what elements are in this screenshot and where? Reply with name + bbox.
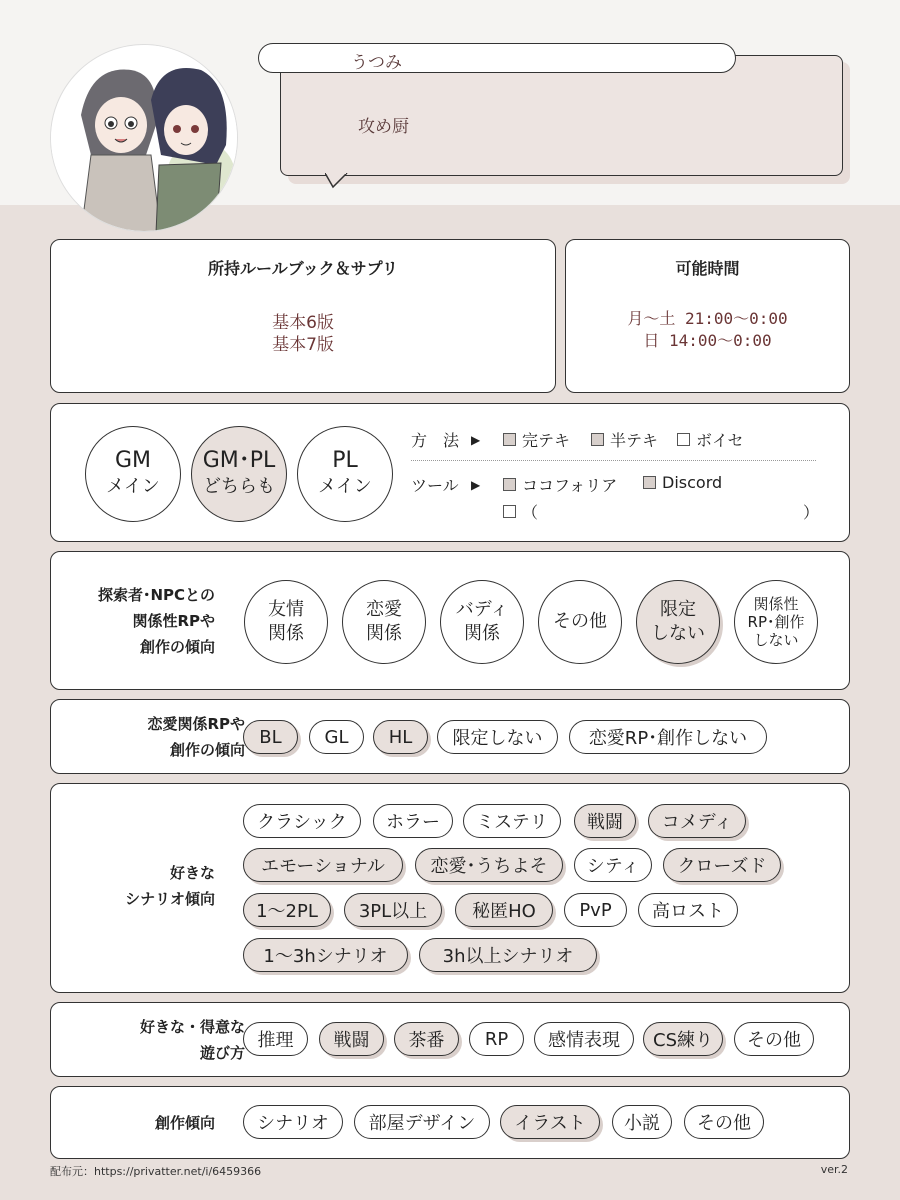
romance-label-line: 創作の傾向 bbox=[169, 741, 245, 759]
play-emotion-pill[interactable]: 感情表現 bbox=[534, 1022, 634, 1056]
role-gm-circle[interactable] bbox=[85, 426, 181, 522]
scenario-comedy-pill[interactable]: コメディ bbox=[648, 804, 746, 838]
profile-name: うつみ bbox=[258, 43, 736, 73]
method-option-voice[interactable] bbox=[677, 428, 744, 451]
method-label: 方 法 bbox=[411, 431, 460, 450]
romance-label bbox=[147, 711, 245, 763]
creation-illust-pill[interactable]: イラスト bbox=[500, 1105, 600, 1139]
role-gm-bottom: メイン bbox=[106, 476, 160, 497]
creation-room-design-pill[interactable]: 部屋デザイン bbox=[354, 1105, 490, 1139]
relation-text: しない bbox=[651, 623, 705, 644]
scenario-long-pill[interactable]: 3h以上シナリオ bbox=[419, 938, 597, 972]
time-line: 月〜土 21:00〜0:00 bbox=[627, 309, 788, 328]
relation-none[interactable] bbox=[734, 580, 818, 664]
play-rp-pill[interactable]: RP bbox=[469, 1022, 524, 1056]
creation-other-pill[interactable]: その他 bbox=[684, 1105, 764, 1139]
checkbox-icon bbox=[677, 433, 690, 446]
relation-text: バディ bbox=[455, 599, 509, 620]
creation-scenario-pill[interactable]: シナリオ bbox=[243, 1105, 343, 1139]
tool-option-discord[interactable] bbox=[643, 473, 722, 492]
scenario-1-2pl-pill[interactable]: 1〜2PL bbox=[243, 893, 331, 927]
checkbox-icon bbox=[643, 476, 656, 489]
scenario-emotional-pill[interactable]: エモーショナル bbox=[243, 848, 403, 882]
relation-text: しない bbox=[753, 631, 799, 649]
play-other-pill[interactable]: その他 bbox=[734, 1022, 814, 1056]
time-card bbox=[565, 239, 850, 393]
profile-comment: 攻め厨 bbox=[358, 117, 409, 137]
rulebook-card bbox=[50, 239, 556, 393]
divider bbox=[411, 460, 816, 461]
role-both-circle[interactable] bbox=[191, 426, 287, 522]
creation-card bbox=[50, 1086, 850, 1159]
relation-label-line: 関係性RPや bbox=[132, 612, 215, 630]
tool-other-open: （ bbox=[522, 503, 539, 522]
role-pl-top: PL bbox=[332, 448, 358, 473]
tool-other-close: ） bbox=[803, 503, 820, 522]
rulebook-title: 所持ルールブック＆サプリ bbox=[208, 259, 398, 278]
romance-none-pill[interactable]: 恋愛RP･創作しない bbox=[569, 720, 767, 754]
relation-text: 関係性 bbox=[753, 595, 799, 613]
relation-card bbox=[50, 551, 850, 690]
checkbox-icon bbox=[503, 505, 516, 518]
romance-card bbox=[50, 699, 850, 774]
play-label-line: 好きな・得意な bbox=[139, 1018, 245, 1036]
play-deduction-pill[interactable]: 推理 bbox=[243, 1022, 308, 1056]
method-option-hanteki[interactable] bbox=[591, 428, 658, 451]
role-gm-top: GM bbox=[114, 448, 152, 473]
relation-text: その他 bbox=[553, 611, 607, 632]
avatar bbox=[50, 44, 238, 232]
role-pl-bottom: メイン bbox=[318, 476, 372, 497]
relation-romance[interactable] bbox=[342, 580, 426, 664]
play-battle-pill[interactable]: 戦闘 bbox=[319, 1022, 384, 1056]
role-both-top: GM･PL bbox=[202, 448, 276, 473]
avatar-illustration-icon bbox=[51, 45, 238, 232]
relation-text: 友情 bbox=[268, 599, 304, 620]
creation-novel-pill[interactable]: 小説 bbox=[612, 1105, 672, 1139]
relation-friendship[interactable] bbox=[244, 580, 328, 664]
romance-unlimited-pill[interactable]: 限定しない bbox=[437, 720, 558, 754]
scenario-city-pill[interactable]: シティ bbox=[574, 848, 652, 882]
method-option-label: 完テキ bbox=[522, 431, 571, 450]
bubble-tail-icon bbox=[325, 173, 355, 193]
role-both-bottom: どちらも bbox=[203, 476, 275, 497]
method-option-label: 半テキ bbox=[610, 431, 659, 450]
romance-hl-pill[interactable]: HL bbox=[373, 720, 428, 754]
tool-arrow-icon: ▶ bbox=[471, 477, 481, 492]
method-option-kanteki[interactable] bbox=[503, 428, 570, 451]
relation-text: 限定 bbox=[660, 599, 696, 620]
tool-option-label: Discord bbox=[662, 473, 723, 492]
scenario-classic-pill[interactable]: クラシック bbox=[243, 804, 361, 838]
tool-option-ccfolia[interactable] bbox=[503, 473, 617, 496]
relation-label bbox=[98, 582, 215, 660]
scenario-label-line: 好きな bbox=[169, 864, 215, 882]
rulebook-item: 基本6版 bbox=[272, 313, 334, 333]
relation-text: 関係 bbox=[464, 623, 500, 644]
scenario-horror-pill[interactable]: ホラー bbox=[373, 804, 453, 838]
romance-label-line: 恋愛関係RPや bbox=[147, 715, 245, 733]
relation-text: RP･創作 bbox=[747, 613, 805, 631]
relation-label-line: 創作の傾向 bbox=[139, 638, 215, 656]
scenario-secret-ho-pill[interactable]: 秘匿HO bbox=[455, 893, 553, 927]
tool-label: ツール bbox=[411, 476, 459, 495]
romance-gl-pill[interactable]: GL bbox=[309, 720, 364, 754]
play-card bbox=[50, 1002, 850, 1077]
relation-unlimited[interactable] bbox=[636, 580, 720, 664]
scenario-battle-pill[interactable]: 戦闘 bbox=[574, 804, 636, 838]
scenario-label bbox=[125, 860, 215, 912]
scenario-closed-pill[interactable]: クローズド bbox=[663, 848, 781, 882]
scenario-high-lost-pill[interactable]: 高ロスト bbox=[638, 893, 738, 927]
time-title: 可能時間 bbox=[675, 259, 740, 278]
checkbox-icon bbox=[591, 433, 604, 446]
tool-option-label: ココフォリア bbox=[522, 476, 618, 495]
checkbox-icon bbox=[503, 433, 516, 446]
scenario-romance-pill[interactable]: 恋愛･うちよそ bbox=[415, 848, 563, 882]
tool-option-other[interactable] bbox=[503, 500, 538, 523]
creation-label: 創作傾向 bbox=[154, 1114, 215, 1132]
scenario-label-line: シナリオ傾向 bbox=[125, 890, 215, 908]
relation-other[interactable] bbox=[538, 580, 622, 664]
relation-text: 関係 bbox=[366, 623, 402, 644]
role-card bbox=[50, 403, 850, 542]
time-line: 日 14:00〜0:00 bbox=[643, 331, 772, 350]
role-pl-circle[interactable] bbox=[297, 426, 393, 522]
relation-text: 関係 bbox=[268, 623, 304, 644]
relation-label-line: 探索者･NPCとの bbox=[97, 586, 215, 604]
scenario-3pl-pill[interactable]: 3PL以上 bbox=[344, 893, 442, 927]
play-label-line: 遊び方 bbox=[199, 1044, 245, 1062]
footer-version: ver.2 bbox=[820, 1163, 848, 1176]
scenario-card bbox=[50, 783, 850, 993]
play-cs-pill[interactable]: CS練り bbox=[643, 1022, 723, 1056]
method-arrow-icon: ▶ bbox=[471, 432, 481, 447]
scenario-pvp-pill[interactable]: PvP bbox=[564, 893, 627, 927]
checkbox-icon bbox=[503, 478, 516, 491]
play-label bbox=[140, 1014, 245, 1066]
relation-buddy[interactable] bbox=[440, 580, 524, 664]
rulebook-item: 基本7版 bbox=[272, 335, 334, 355]
romance-bl-pill[interactable]: BL bbox=[243, 720, 298, 754]
scenario-mystery-pill[interactable]: ミステリ bbox=[463, 804, 561, 838]
relation-text: 恋愛 bbox=[366, 599, 402, 620]
scenario-short-pill[interactable]: 1〜3hシナリオ bbox=[243, 938, 408, 972]
footer-source: 配布元：https://privatter.net/i/6459366 bbox=[50, 1165, 262, 1178]
play-farce-pill[interactable]: 茶番 bbox=[394, 1022, 459, 1056]
method-option-label: ボイセ bbox=[696, 431, 744, 450]
